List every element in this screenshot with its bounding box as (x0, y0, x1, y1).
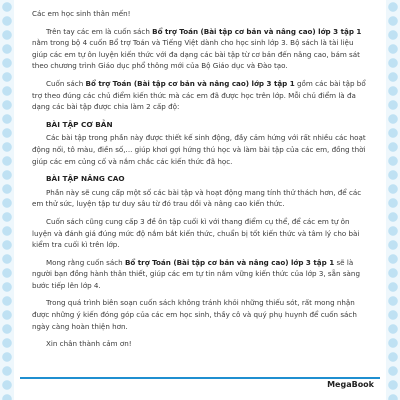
intro-book-title: Bổ trợ Toán (Bài tập cơ bản và nâng cao) lớp 3 tập 1 (152, 26, 362, 36)
structure-book-title: Bổ trợ Toán (Bài tập cơ bản và nâng cao) lớp 3 tập 1 (85, 78, 295, 88)
right-dot-border (386, 0, 400, 400)
structure-paragraph (32, 78, 370, 113)
basic-heading: BÀI TẬP CƠ BẢN (46, 119, 113, 129)
hope-book-title: Bổ trợ Toán (Bài tập cơ bản và nâng cao) lớp 3 tập 1 (124, 257, 335, 267)
footer-rule (20, 377, 380, 379)
intro-paragraph (32, 26, 370, 72)
advanced-paragraph: Phần này sẽ cung cấp một số các bài tập và hoạt động mang tính thử thách hơn, để các em thử sức, luyện tập tư duy sâu từ đó trau dồi và nâng cao kiến thức. (32, 187, 362, 209)
structure-text-start: Cuốn sách (46, 78, 86, 88)
left-dot-border (0, 0, 14, 400)
greeting: Các em học sinh thân mến! (32, 9, 131, 18)
hope-paragraph (32, 257, 370, 292)
apology-paragraph: Trong quá trình biên soạn cuốn sách không tránh khỏi những thiếu sót, rất mong nhận được những ý kiến đóng góp của các em học sinh, thầy cô và quý phụ huynh để cuốn sách ngày càng hoàn thiện hơn. (32, 298, 357, 331)
structure-text-end: gồm các bài tập bổ trợ theo đúng các chủ điểm kiến thức mà các em đã được học trên lớp. Mỗi chủ điểm là đa dạng các bài tập được chia làm 2 cấp độ: (32, 78, 366, 112)
page-footer (20, 377, 380, 395)
preface-content (32, 8, 370, 356)
intro-text-start: Trên tay các em là cuốn sách (46, 26, 153, 36)
advanced-heading: BÀI TẬP NÂNG CAO (46, 174, 125, 184)
intro-text-end: nằm trong bộ 4 cuốn Bổ trợ Toán và Tiếng Việt dành cho học sinh lớp 3. Bộ sách là tài liệu giúp các em tự ôn luyện kiến thức với đa dạng các bài tập từ cơ bản đến nâng cao, bám sát theo chương trình Giáo dục phổ thông mới của Bộ Giáo dục và Đào tạo. (32, 38, 360, 71)
brand-logo: MegaBook (327, 380, 374, 389)
basic-paragraph: Các bài tập trong phần này được thiết kế sinh động, đầy cảm hứng với rất nhiều các hoạt động nối, tô màu, điền số,... giúp khơi gợi hứng thú học và làm bài tập của các em, đồng thời giúp các em củng cố và nắm chắc các kiến thức đã học. (32, 133, 366, 166)
hope-text-end: sẽ là người bạn đồng hành thân thiết, giúp các em tự tin nắm vững kiến thức của lớp 3, sẵn sàng bước tiếp lên lớp 4. (32, 257, 360, 290)
hope-text-start: Mong rằng cuốn sách (46, 257, 125, 267)
preface-page (20, 6, 380, 400)
review-paragraph: Cuốn sách cũng cung cấp 3 đề ôn tập cuối kì với thang điểm cụ thể, để các em tự ôn luyện và đánh giá đúng mức độ nắm bắt kiến thức, chuẩn bị tốt kiến thức và tâm lý cho bài kiểm tra cuối kì trên lớp. (32, 216, 360, 250)
thanks-line: Xin chân thành cảm ơn! (46, 339, 132, 349)
